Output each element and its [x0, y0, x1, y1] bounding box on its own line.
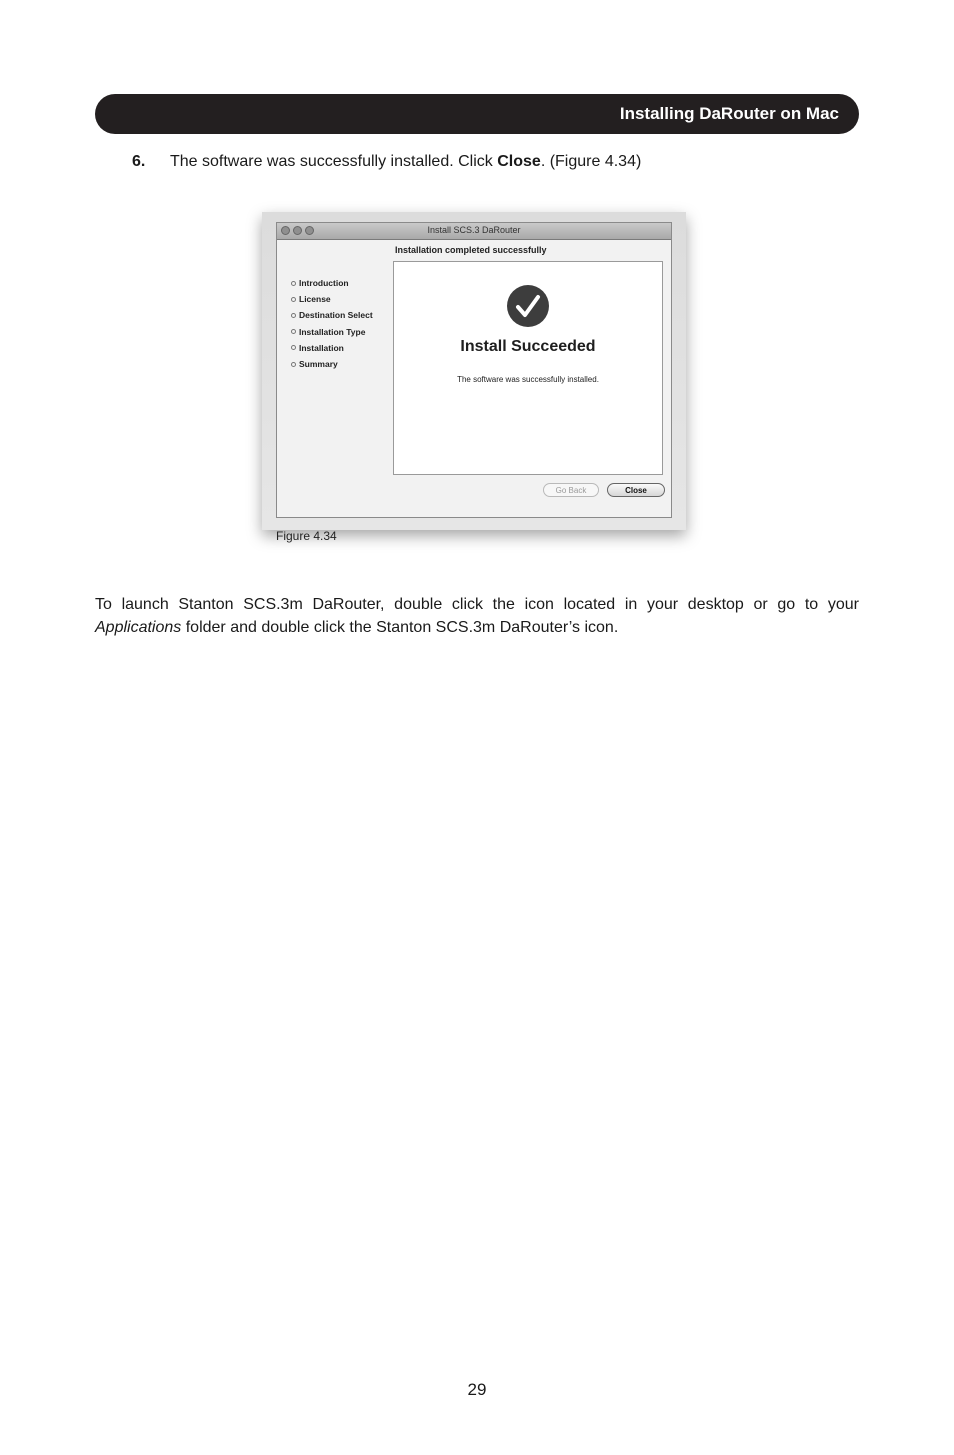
launch-instructions-paragraph — [95, 593, 859, 639]
step-item — [291, 340, 373, 356]
step-bullet-icon — [291, 313, 296, 318]
applications-folder-text: Applications — [95, 619, 182, 636]
close-button[interactable]: Close — [607, 483, 665, 497]
step-item — [291, 291, 373, 307]
step-bullet-icon — [291, 281, 296, 286]
step-item — [291, 275, 373, 291]
figure-caption: Figure 4.34 — [276, 529, 337, 543]
install-succeeded-title: Install Succeeded — [460, 338, 596, 355]
step-text-end: . (Figure 4.34) — [540, 153, 642, 170]
step-item — [291, 324, 373, 340]
step-bullet-icon — [291, 362, 296, 367]
step-item — [291, 356, 373, 372]
step-label: Summary — [299, 359, 338, 370]
instruction-step — [132, 151, 641, 173]
install-result-panel — [393, 261, 663, 475]
step-label: Destination Select — [299, 310, 373, 321]
section-title: Installing DaRouter on Mac — [619, 104, 839, 123]
installer-window — [276, 222, 672, 518]
window-title: Install SCS.3 DaRouter — [427, 225, 521, 235]
step-bullet-icon — [291, 297, 296, 302]
page-number: 29 — [467, 1380, 487, 1399]
step-label: Installation — [299, 342, 344, 353]
install-success-message: The software was successfully installed. — [457, 375, 599, 384]
step-bullet-icon — [291, 329, 296, 334]
step-number: 6. — [132, 153, 146, 170]
go-back-button[interactable]: Go Back — [543, 483, 599, 497]
paragraph-text: To launch Stanton SCS.3m DaRouter, double click the icon located in your desktop or go to your — [95, 596, 859, 613]
installer-screenshot-figure — [262, 212, 686, 530]
checkmark-icon — [507, 285, 549, 327]
step-item — [291, 307, 373, 323]
step-bullet-icon — [291, 345, 296, 350]
step-text: The software was successfully installed. Click — [170, 153, 498, 170]
step-label: Introduction — [299, 278, 349, 289]
step-bold-text: Close — [497, 153, 541, 170]
step-label: Installation Type — [299, 326, 366, 337]
paragraph-text-end: folder and double click the Stanton SCS.3m DaRouter’s icon. — [181, 619, 619, 636]
section-header-bar — [95, 94, 859, 134]
installer-steps-list — [291, 275, 373, 372]
window-titlebar — [277, 223, 671, 240]
installer-heading: Installation completed successfully — [395, 245, 547, 255]
step-label: License — [299, 294, 331, 305]
